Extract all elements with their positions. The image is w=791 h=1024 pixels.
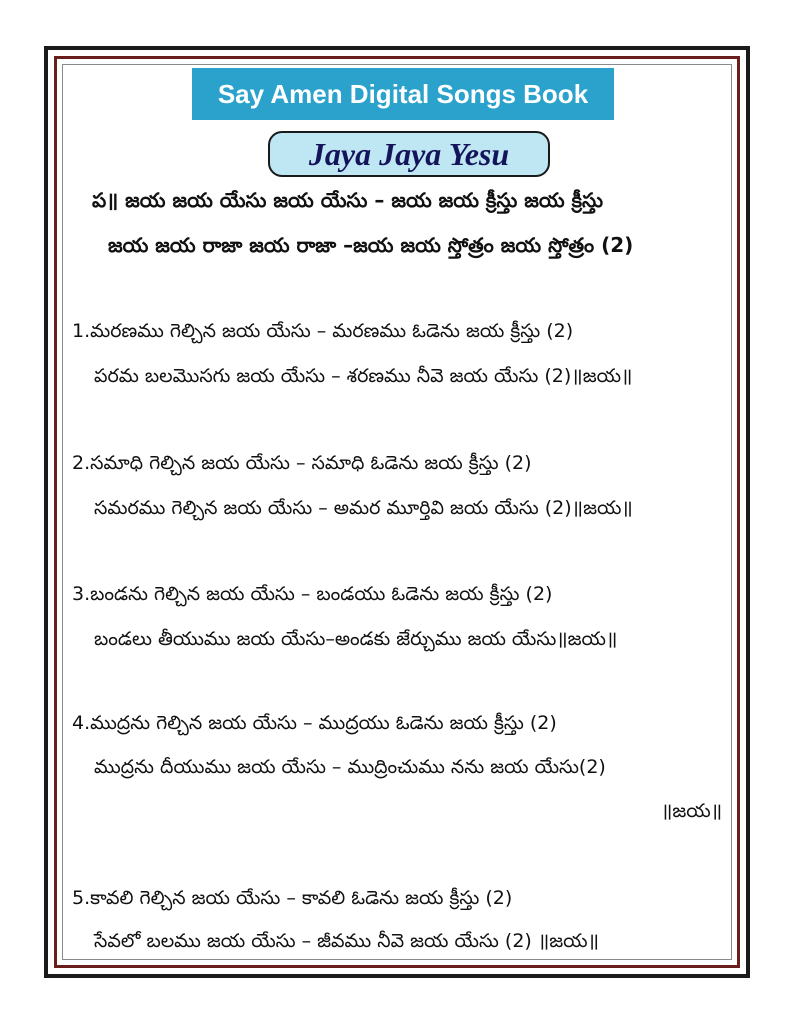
chorus-line-2: జయ జయ రాజా జయ రాజా –జయ జయ స్తోత్రం జయ స్తోత్రం (2)	[108, 233, 634, 257]
verse-5-line-1: 5.కావలి గెల్చిన జయ యేసు – కావలి ఓడెను జయ క్రీస్తు (2)	[72, 887, 513, 909]
verse-2-line-2: సమరము గెల్చిన జయ యేసు – అమర మూర్తివి జయ యేసు (2)॥జయ॥	[94, 497, 633, 519]
verse-3-line-1: 3.బండను గెల్చిన జయ యేసు – బండయు ఓడెను జయ క్రీస్తు (2)	[72, 583, 553, 605]
book-banner: Say Amen Digital Songs Book	[192, 68, 614, 120]
verse-1-line-1: 1.మరణము గెల్చిన జయ యేసు – మరణము ఓడెను జయ క్రీస్తు (2)	[72, 320, 574, 342]
verse-5-line-2: సేవలో బలము జయ యేసు – జీవము నీవె జయ యేసు (2) ॥జయ॥	[94, 930, 599, 952]
verse-4-line-1: 4.ముద్రను గెల్చిన జయ యేసు – ముద్రయు ఓడెను జయ క్రీస్తు (2)	[72, 712, 557, 734]
chorus-line-1: ప॥ జయ జయ యేసు జయ యేసు – జయ జయ క్రీస్తు జయ క్రీస్తు	[92, 188, 603, 212]
verse-4-refrain: ॥జయ॥	[661, 800, 723, 822]
verse-2-line-1: 2.సమాధి గెల్చిన జయ యేసు – సమాధి ఓడెను జయ క్రీస్తు (2)	[72, 452, 532, 474]
song-title: Jaya Jaya Yesu	[268, 131, 550, 177]
verse-3-line-2: బండలు తీయుము జయ యేసు–అండకు జేర్చుము జయ యేసు॥జయ॥	[94, 628, 618, 650]
verse-1-line-2: పరమ బలమొసగు జయ యేసు – శరణము నీవె జయ యేసు (2)॥జయ॥	[94, 365, 633, 387]
verse-4-line-2: ముద్రను దీయుము జయ యేసు – ముద్రించుము నను జయ యేసు(2)	[94, 756, 606, 778]
